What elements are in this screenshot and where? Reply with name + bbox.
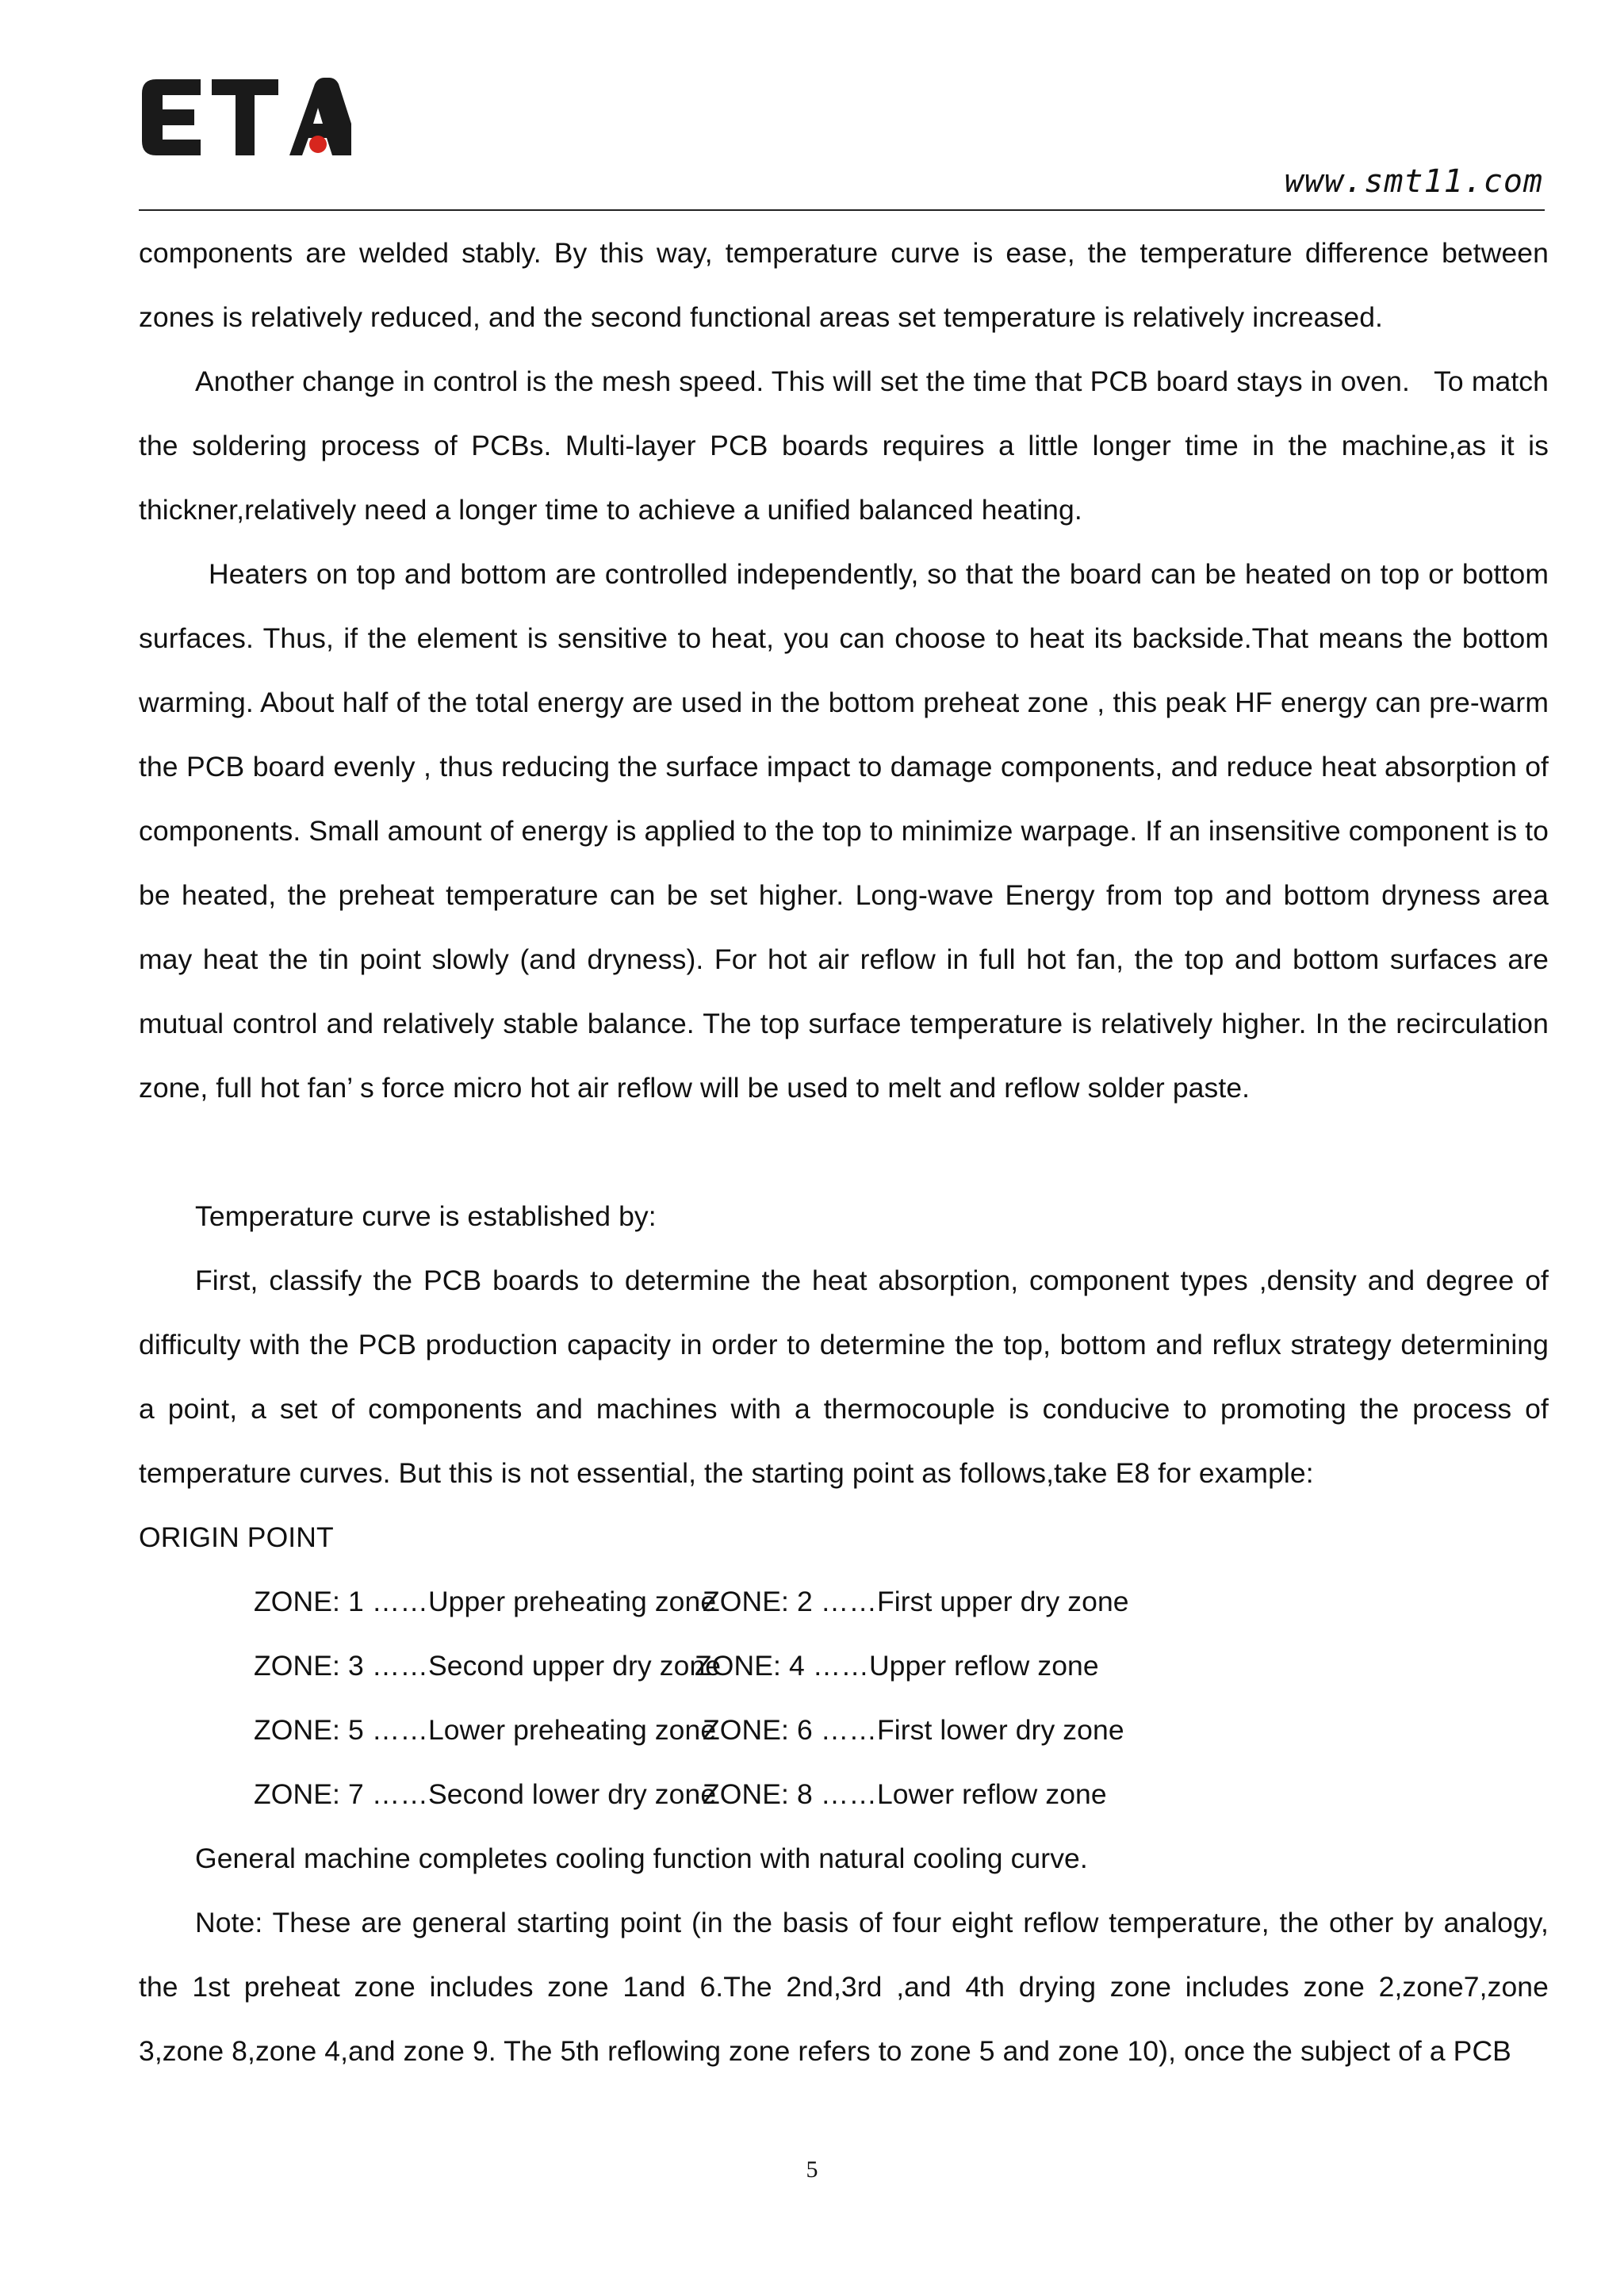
site-url[interactable]: www.smt11.com	[1284, 163, 1543, 200]
zone-label: ZONE: 8 ……Lower reflow zone	[703, 1778, 1107, 1810]
paragraph-continuation: components are welded stably. By this way, temperature curve is ease, the temperature difference between zones is relatively reduced, and the second functional areas set temperature is relatively increased.	[139, 237, 1549, 333]
zone-row	[139, 1762, 1549, 1827]
eta-logo-mark	[139, 76, 353, 159]
zone-row	[139, 1698, 1549, 1762]
eta-logo	[139, 76, 353, 159]
zone-label: ZONE: 2 ……First upper dry zone	[703, 1586, 1129, 1617]
paragraph-note: Note: These are general starting point (in the basis of four eight reflow temperature, the other by analogy, the 1st preheat zone includes zone 1and 6.The 2nd,3rd ,and 4th drying zone includes zone 2,zone7,zone 3,zone 8,zone 4,and zone 9. The 5th reflowing zone refers to zone 5 and zone 10), once the subject of a PCB	[139, 1907, 1549, 2067]
zone-row	[139, 1570, 1549, 1634]
zone-label: ZONE: 3 ……Second upper dry zone	[254, 1650, 722, 1682]
zone-label: ZONE: 4 ……Upper reflow zone	[695, 1650, 1099, 1682]
paragraph-cooling: General machine completes cooling function with natural cooling curve.	[195, 1843, 1088, 1874]
zone-label: ZONE: 6 ……First lower dry zone	[703, 1714, 1124, 1746]
logo-red-dot	[309, 136, 327, 153]
paragraph-curve-heading: Temperature curve is established by:	[195, 1200, 657, 1232]
header-divider	[139, 209, 1545, 211]
paragraph-classify: First, classify the PCB boards to determine the heat absorption, component types ,density and degree of difficulty with the PCB production capacity in order to determine the top, bottom and reflux strategy determining a point, a set of components and machines with a thermocouple is conducive to promoting the process of temperature curves. But this is not essential, the starting point as follows,take E8 for example:	[139, 1265, 1549, 1489]
zone-row	[139, 1634, 1549, 1698]
page-number: 5	[806, 2156, 818, 2183]
zone-label: ZONE: 1 ……Upper preheating zone	[254, 1586, 717, 1617]
paragraph-heaters: Heaters on top and bottom are controlled independently, so that the board can be heated on top or bottom surfaces. Thus, if the element is sensitive to heat, you can choose to heat its backside.That means the bottom warming. About half of the total energy are used in the bottom preheat zone , this peak HF energy can pre-warm the PCB board evenly , thus reducing the surface impact to damage components, and reduce heat absorption of components. Small amount of energy is applied to the top to minimize warpage. If an insensitive component is to be heated, the preheat temperature can be set higher. Long-wave Energy from top and bottom dryness area may heat the tin point slowly (and dryness). For hot air reflow in full hot fan, the top and bottom surfaces are mutual control and relatively stable balance. The top surface temperature is relatively higher. In the recirculation zone, full hot fan’ s force micro hot air reflow will be used to melt and reflow solder paste.	[139, 558, 1549, 1104]
origin-point-title: ORIGIN POINT	[139, 1521, 334, 1553]
blank-line	[139, 1120, 1549, 1184]
zone-label: ZONE: 5 ……Lower preheating zone	[254, 1714, 717, 1746]
zone-label: ZONE: 7 ……Second lower dry zone	[254, 1778, 717, 1810]
paragraph-mesh-speed: Another change in control is the mesh speed. This will set the time that PCB board stays in oven. To match the soldering process of PCBs. Multi-layer PCB boards requires a little longer time in the machine,as it is thickner,relatively need a longer time to achieve a unified balanced heating.	[139, 365, 1549, 526]
document-body	[139, 221, 1549, 2084]
